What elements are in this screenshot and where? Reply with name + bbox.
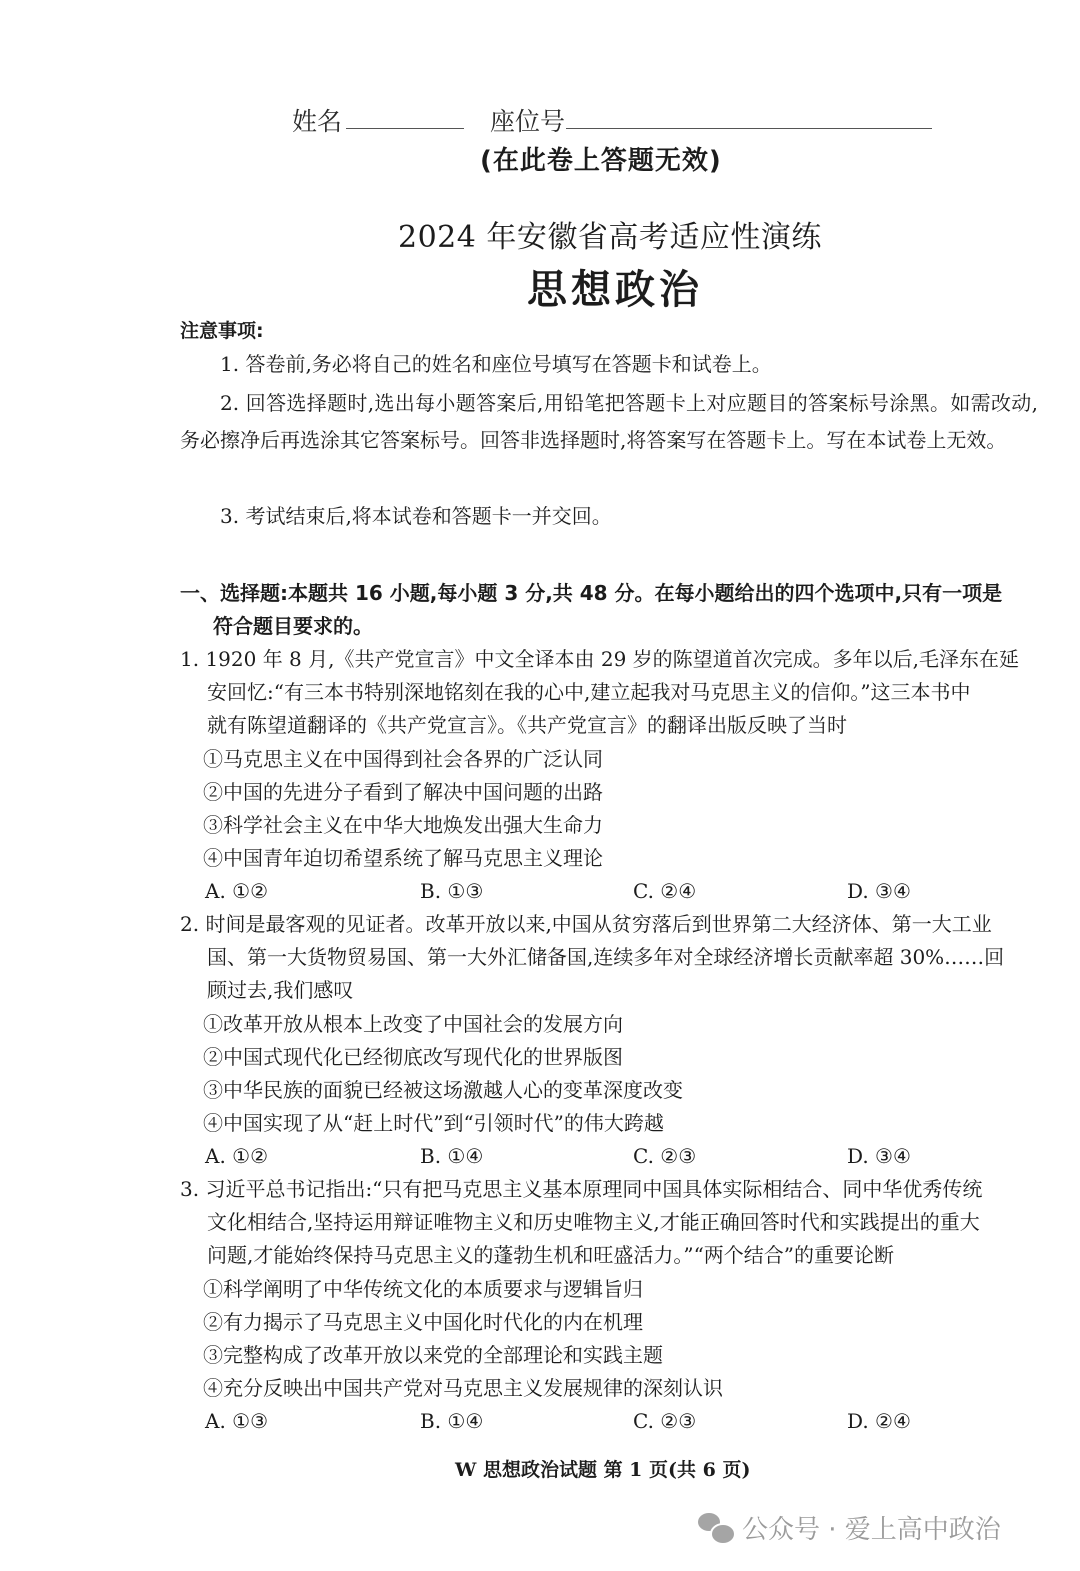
- notice-heading: 注意事项:: [180, 320, 264, 342]
- question-3-statement-3: ③完整构成了改革开放以来党的全部理论和实践主题: [203, 1343, 663, 1367]
- question-1-choice-c[interactable]: C. ②④: [633, 879, 697, 903]
- question-2-choice-b[interactable]: B. ①④: [420, 1144, 484, 1168]
- question-2-stem-line: 2. 时间是最客观的见证者。改革开放以来,中国从贫穷落后到世界第二大经济体、第一大工业: [180, 912, 992, 936]
- question-1-stem: [180, 643, 1038, 742]
- question-1-choice-b[interactable]: B. ①③: [420, 879, 484, 903]
- question-3-statement-4: ④充分反映出中国共产党对马克思主义发展规律的深刻认识: [203, 1376, 723, 1400]
- question-2-stem: [180, 908, 1038, 1007]
- watermark: [698, 1509, 1001, 1546]
- wechat-icon: [698, 1513, 732, 1543]
- question-3-choice-a[interactable]: A. ①③: [205, 1409, 269, 1433]
- question-2-statement-4: ④中国实现了从“赶上时代”到“引领时代”的伟大跨越: [203, 1111, 664, 1135]
- question-3-stem-line: 文化相结合,坚持运用辩证唯物主义和历史唯物主义,才能正确回答时代和实践提出的重大: [207, 1210, 980, 1234]
- question-3-stem-line: 问题,才能始终保持马克思主义的蓬勃生机和旺盛活力。”“两个结合”的重要论断: [207, 1243, 895, 1267]
- question-3-stem: [180, 1173, 1038, 1272]
- invalid-note: (在此卷上答题无效): [480, 146, 722, 176]
- name-label: 姓名: [292, 107, 343, 136]
- question-1-stem-line: 就有陈望道翻译的《共产党宣言》。《共产党宣言》的翻译出版反映了当时: [207, 713, 847, 737]
- question-3-statement-2: ②有力揭示了马克思主义中国化时代化的内在机理: [203, 1310, 643, 1334]
- page-footer: W 思想政治试题 第 1 页(共 6 页): [455, 1459, 751, 1481]
- question-2-choice-d[interactable]: D. ③④: [847, 1144, 911, 1168]
- seat-blank-line[interactable]: [566, 128, 932, 129]
- question-1-stem-line: 安回忆:“有三本书特别深地铭刻在我的心中,建立起我对马克思主义的信仰。”这三本书中: [207, 680, 971, 704]
- watermark-text: 公众号 · 爱上高中政治: [742, 1515, 1001, 1545]
- question-3-choice-c[interactable]: C. ②③: [633, 1409, 697, 1433]
- question-2-statement-2: ②中国式现代化已经彻底改写现代化的世界版图: [203, 1045, 623, 1069]
- question-2-choice-a[interactable]: A. ①②: [205, 1144, 269, 1168]
- notice-item-3: 3. 考试结束后,将本试卷和答题卡一并交回。: [220, 504, 612, 528]
- question-2-stem-line: 国、第一大货物贸易国、第一大外汇储备国,连续多年对全球经济增长贡献率超 30%……回: [207, 945, 1005, 969]
- subject-title: 思想政治: [527, 267, 703, 313]
- seat-label: 座位号: [490, 107, 566, 136]
- question-3-stem-line: 3. 习近平总书记指出:“只有把马克思主义基本原理同中国具体实际相结合、同中华优秀传统: [180, 1177, 983, 1201]
- question-1-stem-line: 1. 1920 年 8 月,《共产党宣言》中文全译本由 29 岁的陈望道首次完成。多年以后,毛泽东在延: [180, 647, 1020, 671]
- question-2-choices: [205, 1140, 1045, 1173]
- question-2-stem-line: 顾过去,我们感叹: [207, 978, 354, 1002]
- question-3-statement-1: ①科学阐明了中华传统文化的本质要求与逻辑旨归: [203, 1277, 643, 1301]
- exam-title: 2024 年安徽省高考适应性演练: [398, 220, 822, 255]
- name-blank-line[interactable]: [346, 128, 464, 129]
- question-1-choice-a[interactable]: A. ①②: [205, 879, 269, 903]
- section-heading-line1: 一、选择题:本题共 16 小题,每小题 3 分,共 48 分。在每小题给出的四个选项中,只有一项是: [180, 581, 1003, 605]
- question-1-choices: [205, 875, 1045, 908]
- question-2-choice-c[interactable]: C. ②③: [633, 1144, 697, 1168]
- question-1-statement-3: ③科学社会主义在中华大地焕发出强大生命力: [203, 813, 603, 837]
- notice-item-1: 1. 答卷前,务必将自己的姓名和座位号填写在答题卡和试卷上。: [220, 352, 772, 376]
- question-1-statement-1: ①马克思主义在中国得到社会各界的广泛认同: [203, 747, 603, 771]
- question-3-choice-b[interactable]: B. ①④: [420, 1409, 484, 1433]
- question-1-choice-d[interactable]: D. ③④: [847, 879, 911, 903]
- question-1-statement-4: ④中国青年迫切希望系统了解马克思主义理论: [203, 846, 603, 870]
- question-3-choices: [205, 1405, 1045, 1438]
- question-2-statement-1: ①改革开放从根本上改变了中国社会的发展方向: [203, 1012, 623, 1036]
- notice-item-2: 2. 回答选择题时,选出每小题答案后,用铅笔把答题卡上对应题目的答案标号涂黑。如需改动,务必擦净后再选涂其它答案标号。回答非选择题时,将答案写在答题卡上。写在本试卷上无效。: [180, 391, 1038, 452]
- section-heading-line2: 符合题目要求的。: [213, 614, 373, 638]
- question-2-statement-3: ③中华民族的面貌已经被这场激越人心的变革深度改变: [203, 1078, 683, 1102]
- question-1-statement-2: ②中国的先进分子看到了解决中国问题的出路: [203, 780, 603, 804]
- question-3-choice-d[interactable]: D. ②④: [847, 1409, 911, 1433]
